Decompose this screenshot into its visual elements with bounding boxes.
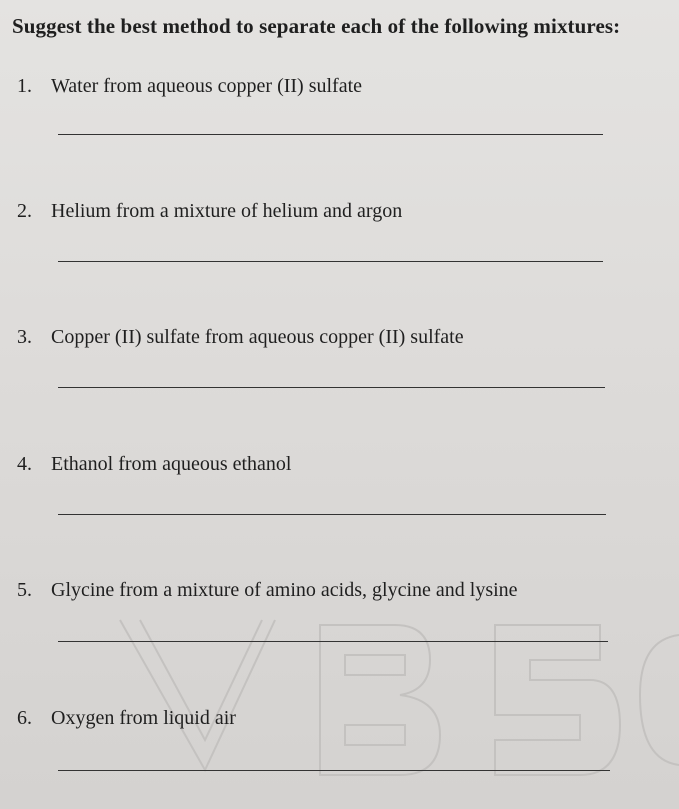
answer-line-4[interactable] (58, 514, 606, 515)
question-1 (17, 75, 362, 98)
question-4 (17, 453, 292, 476)
question-text: Oxygen from liquid air (51, 707, 236, 729)
question-number: 5. (17, 579, 32, 601)
question-text: Helium from a mixture of helium and argon (51, 200, 403, 222)
answer-line-1[interactable] (58, 134, 603, 135)
question-number: 4. (17, 453, 32, 475)
question-number: 2. (17, 200, 32, 222)
question-5 (17, 579, 518, 602)
watermark-logo (0, 600, 679, 809)
question-text: Copper (II) sulfate from aqueous copper (II) sulfate (51, 326, 464, 348)
question-text: Water from aqueous copper (II) sulfate (51, 75, 363, 97)
question-3 (17, 326, 464, 349)
question-text: Glycine from a mixture of amino acids, glycine and lysine (51, 579, 518, 601)
answer-line-3[interactable] (58, 387, 605, 388)
question-number: 1. (17, 75, 32, 97)
answer-line-5[interactable] (58, 641, 608, 642)
answer-line-6[interactable] (58, 770, 610, 771)
question-text: Ethanol from aqueous ethanol (51, 453, 292, 475)
question-number: 3. (17, 326, 32, 348)
question-number: 6. (17, 707, 32, 729)
question-6 (17, 707, 236, 730)
answer-line-2[interactable] (58, 261, 603, 262)
worksheet-title: Suggest the best method to separate each of the following mixtures: (12, 14, 621, 38)
question-2 (17, 200, 402, 223)
